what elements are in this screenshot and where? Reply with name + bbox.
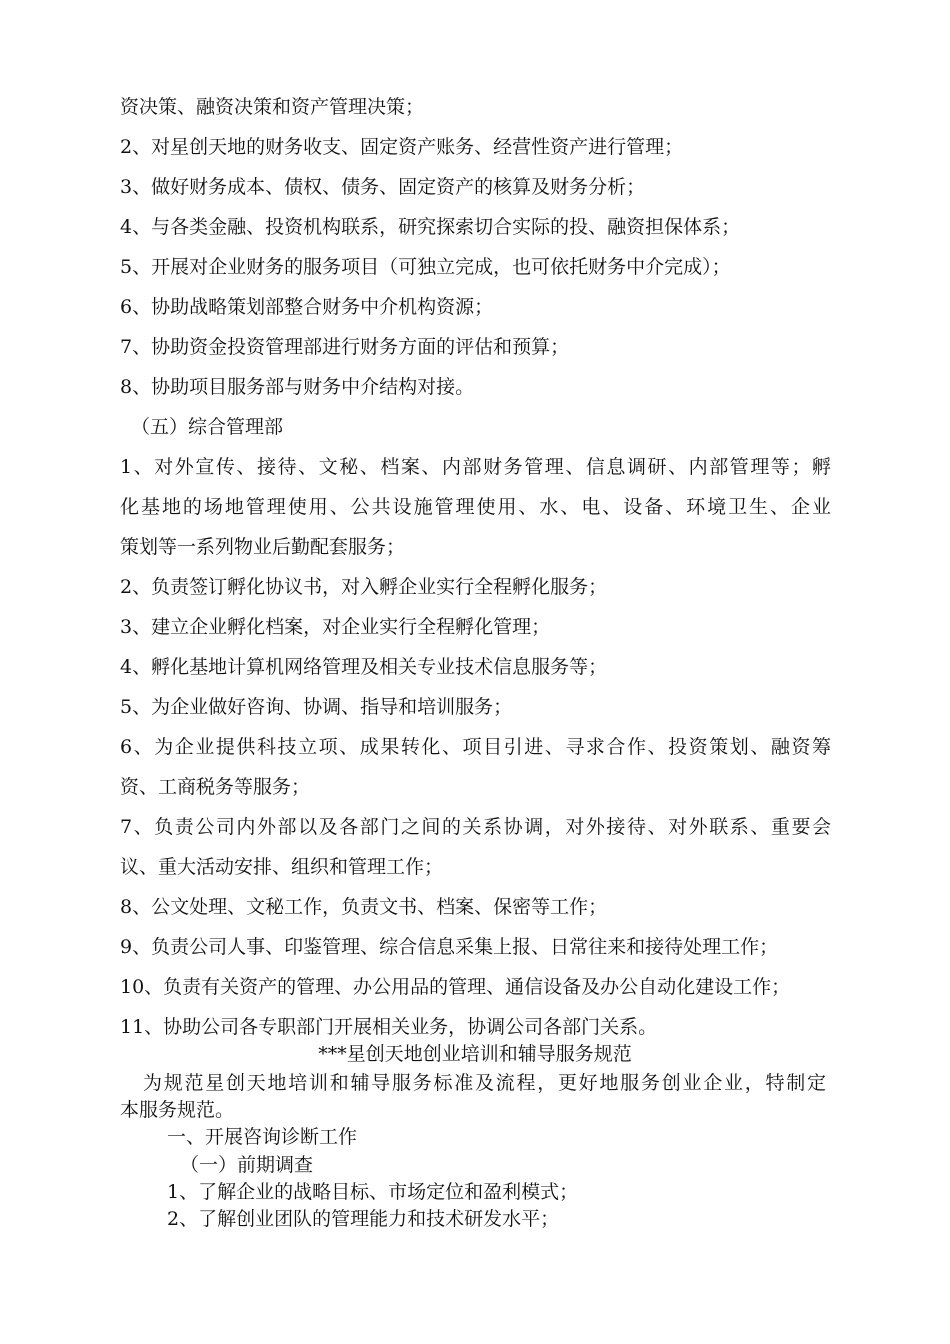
list-item: 9、负责公司人事、印鉴管理、综合信息采集上报、日常往来和接待处理工作； [120, 936, 779, 958]
list-item: 6、为企业提供科技立项、成果转化、项目引进、寻求合作、投资策划、融资筹 [120, 736, 831, 758]
list-item-continuation: 资、工商税务等服务； [120, 776, 311, 798]
list-item: 8、公文处理、文秘工作，负责文书、档案、保密等工作； [120, 896, 608, 918]
list-item: 3、做好财务成本、债权、债务、固定资产的核算及财务分析； [120, 176, 646, 198]
list-item: 4、与各类金融、投资机构联系，研究探索切合实际的投、融资担保体系； [120, 216, 741, 238]
list-item: 3、建立企业孵化档案，对企业实行全程孵化管理； [120, 616, 551, 638]
list-item: 7、协助资金投资管理部进行财务方面的评估和预算； [120, 336, 570, 358]
list-item: 2、了解创业团队的管理能力和技术研发水平； [167, 1208, 560, 1230]
list-item-continuation: 化基地的场地管理使用、公共设施管理使用、水、电、设备、环境卫生、企业 [120, 496, 831, 518]
list-item: 2、负责签订孵化协议书，对入孵企业实行全程孵化服务； [120, 576, 608, 598]
paragraph-line: 为规范星创天地培训和辅导服务标准及流程，更好地服务创业企业，特制定 [143, 1072, 826, 1094]
section-heading: 一、开展咨询诊断工作 [167, 1126, 358, 1148]
document-title: ***星创天地创业培训和辅导服务规范 [318, 1043, 632, 1065]
list-item: 6、协助战略策划部整合财务中介机构资源； [120, 296, 494, 318]
list-item: 5、开展对企业财务的服务项目（可独立完成，也可依托财务中介完成）； [120, 256, 731, 278]
paragraph-line: 本服务规范。 [120, 1099, 235, 1121]
section-heading: （五）综合管理部 [131, 416, 284, 438]
list-item: 7、负责公司内外部以及各部门之间的关系协调，对外接待、对外联系、重要会 [120, 816, 831, 838]
list-item: 11、协助公司各专职部门开展相关业务，协调公司各部门关系。 [120, 1016, 658, 1038]
list-item: 4、孵化基地计算机网络管理及相关专业技术信息服务等； [120, 656, 608, 678]
list-item: 2、对星创天地的财务收支、固定资产账务、经营性资产进行管理； [120, 136, 684, 158]
list-item: 10、负责有关资产的管理、办公用品的管理、通信设备及办公自动化建设工作； [120, 976, 791, 998]
list-item: 8、协助项目服务部与财务中介结构对接。 [120, 376, 475, 398]
list-item-continuation: 议、重大活动安排、组织和管理工作； [120, 856, 444, 878]
subsection-heading: （一）前期调查 [180, 1154, 314, 1176]
paragraph-line: 资决策、融资决策和资产管理决策； [120, 96, 425, 118]
list-item-continuation: 策划等一系列物业后勤配套服务； [120, 536, 406, 558]
list-item: 5、为企业做好咨询、协调、指导和培训服务； [120, 696, 513, 718]
list-item: 1、了解企业的战略目标、市场定位和盈利模式； [167, 1181, 579, 1203]
list-item: 1、对外宣传、接待、文秘、档案、内部财务管理、信息调研、内部管理等；孵 [120, 456, 831, 478]
